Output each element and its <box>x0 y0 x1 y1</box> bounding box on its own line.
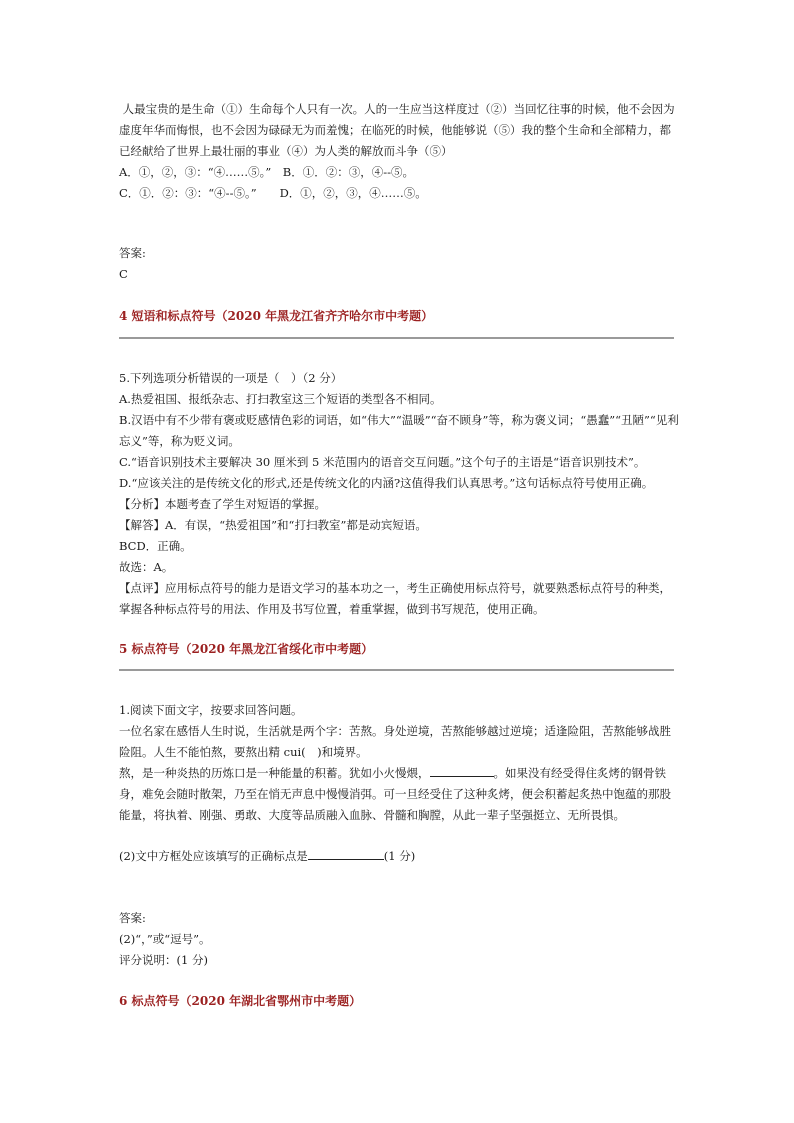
choice-text: 故选：A。 <box>119 560 174 574</box>
question-intro: 1.阅读下面文字，按要求回答问题。 <box>119 703 303 717</box>
reading-paragraph-1: 一位名家在感悟人生时说，生活就是两个字：苦熬。身处逆境，苦熬能够越过逆境；适逢险阻，苦熬能够战胜险阻。人生不能怕熬，要熬出精 cui( )和境界。 <box>119 724 671 759</box>
answer-value: C <box>119 267 128 281</box>
solution-text: 【解答】A．有误，“热爱祖国”和“打扫教室”都是动宾短语。 <box>119 518 427 532</box>
option-b: B.汉语中有不少带有褒或贬感情色彩的词语，如“伟大”“温暖”“奋不顾身”等，称为褒义词；“愚蠢”“丑陋”“见利忘义”等，称为贬义词。 <box>119 413 679 448</box>
answer-label: 答案: <box>119 911 146 925</box>
question-block-3 <box>119 700 679 826</box>
fill-blank-line <box>430 764 494 777</box>
question-stem: 5.下列选项分析错误的一项是（ ）（2 分） <box>119 371 343 385</box>
option-ab: A．①，②，③：“④……⑤。” B．①．②：③，④--⑤。 <box>119 165 415 179</box>
bcd-text: BCD．正确。 <box>119 539 192 553</box>
section-heading-4: 4 短语和标点符号（2020 年黑龙江省齐齐哈尔市中考题） <box>119 309 434 323</box>
answer-label: 答案: <box>119 246 146 260</box>
option-a: A.热爱祖国、报纸杂志、打扫教室这三个短语的类型各不相同。 <box>119 392 442 406</box>
analysis-text: 【分析】本题考查了学生对短语的掌握。 <box>119 497 326 511</box>
option-cd: C．①．②：③：“④--⑤。” D．①，②，③，④……⑤。 <box>119 186 427 200</box>
answer-block-1 <box>119 243 679 285</box>
question-block-2 <box>119 368 679 620</box>
sub-question-points: (1 分) <box>383 849 416 863</box>
paragraph-2-start: 熬，是一种炎热的历炼口是一种能量的积蓄。犹如小火慢煨， <box>119 766 430 780</box>
scoring-note: 评分说明：(1 分) <box>119 953 208 967</box>
answer-block-3 <box>119 908 679 971</box>
option-d: D.“应该关注的是传统文化的形式,还是传统文化的内涵?这值得我们认真思考。”这句话标点符号使用正确。 <box>119 476 654 490</box>
comment-text: 【点评】应用标点符号的能力是语文学习的基本功之一，考生正确使用标点符号，就要熟悉标点符号的种类，掌握各种标点符号的用法、作用及书写位置，着重掌握，做到书写规范，使用正确。 <box>119 581 671 616</box>
section-divider <box>119 669 674 671</box>
passage-text: 人最宝贵的是生命（①）生命每个人只有一次。人的一生应当这样度过（②）当回忆往事的时候，他不会因为虚度年华而悔恨，也不会因为碌碌无为而羞愧；在临死的时候，他能够说（⑤）我的整个生命和全部精力，都已经献给了世界上最壮丽的事业（④）为人类的解放而斗争（⑤） <box>119 102 675 158</box>
option-c: C.“语音识别技术主要解决 30 厘米到 5 米范围内的语音交互问题。”这个句子的主语是“语音识别技术”。 <box>119 455 646 469</box>
answer-blank-line <box>308 847 384 860</box>
sub-question-2 <box>119 846 679 867</box>
section-heading-5: 5 标点符号（2020 年黑龙江省绥化市中考题） <box>119 642 374 656</box>
section-divider <box>119 337 674 339</box>
sub-question-text: (2)文中方框处应该填写的正确标点是 <box>119 849 308 863</box>
question-block-1 <box>119 99 679 204</box>
reading-paragraph-2 <box>119 763 679 826</box>
answer-value: (2)“，”或“逗号”。 <box>119 932 211 946</box>
paragraph-2-end: 。如果没有经受得住炙烤的钢骨铁身，难免会随时散架，乃至在悄无声息中慢慢消弭。可一旦经受住了这种炙烤，便会积蓄起炙热中饱蕴的那股能量，将执着、刚强、勇敢、大度等品质融入血脉、骨髓和胸膛，从此一辈子坚强挺立、无所畏惧。 <box>119 766 671 822</box>
section-heading-6: 6 标点符号（2020 年湖北省鄂州市中考题） <box>119 994 362 1008</box>
